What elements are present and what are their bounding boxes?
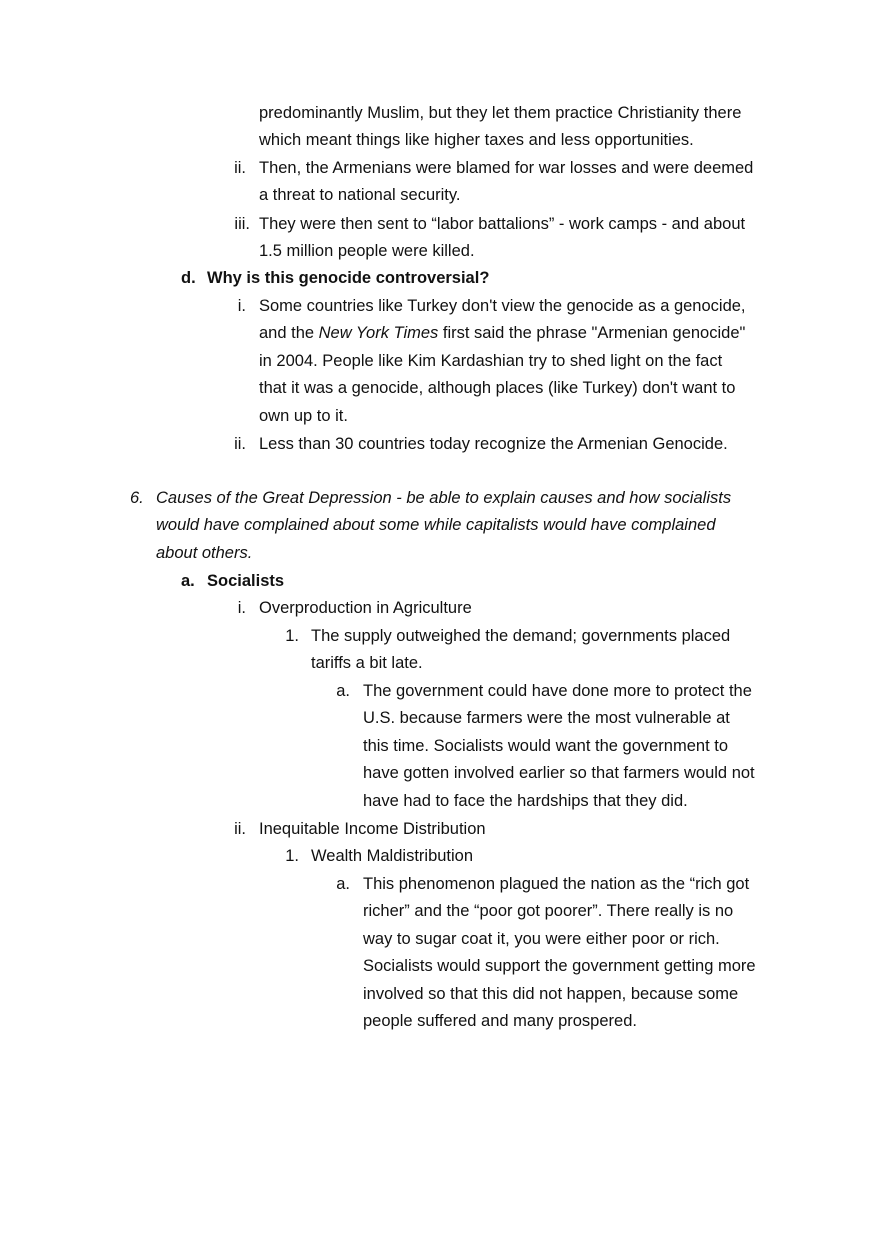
text-line: have gotten involved earlier so that farmers would not xyxy=(363,764,755,783)
list-marker: ii. xyxy=(234,435,246,453)
text-line: tariffs a bit late. xyxy=(311,654,423,673)
list-item xyxy=(363,678,755,815)
subsection-title: Overproduction in Agriculture xyxy=(259,599,472,617)
list-item xyxy=(259,431,728,458)
text-line: This phenomenon plagued the nation as the “rich got xyxy=(363,875,750,893)
text-run: and the xyxy=(259,324,319,343)
section-d-heading: Why is this genocide controversial? xyxy=(207,269,490,287)
question-prompt xyxy=(156,485,731,567)
text-line: predominantly Muslim, but they let them practice Christianity there xyxy=(259,104,742,122)
continuation-paragraph xyxy=(259,100,741,155)
text-line: which meant things like higher taxes and less opportunities. xyxy=(259,131,694,150)
list-marker: i. xyxy=(237,297,246,315)
text-line: own up to it. xyxy=(259,406,348,425)
text-line: in 2004. People like Kim Kardashian try to shed light on the fact xyxy=(259,351,723,370)
text-line: involved so that this did not happen, because some xyxy=(363,984,739,1003)
text-line: people suffered and many prospered. xyxy=(363,1012,637,1031)
list-marker: iii. xyxy=(234,215,250,233)
list-marker: 1. xyxy=(285,627,299,645)
text-line: Then, the Armenians were blamed for war losses and were deemed xyxy=(259,159,754,177)
text-line: The supply outweighed the demand; governments placed xyxy=(311,627,731,645)
list-item xyxy=(363,871,756,1035)
text-line: this time. Socialists would want the government to xyxy=(363,736,729,755)
list-marker: a. xyxy=(336,682,350,700)
section-d-marker: d. xyxy=(181,269,196,287)
text-line: They were then sent to “labor battalions” - work camps - and about xyxy=(259,215,746,233)
list-marker: ii. xyxy=(234,159,246,177)
newspaper-title: New York Times xyxy=(318,324,439,343)
text-line: U.S. because farmers were the most vulnerable at xyxy=(363,709,730,728)
text-line: Wealth Maldistribution xyxy=(311,847,474,865)
text-line: that it was a genocide, although places (like Turkey) don't want to xyxy=(259,379,736,398)
subsection-title: Inequitable Income Distribution xyxy=(259,820,486,838)
section-a-marker: a. xyxy=(181,572,195,590)
text-line: richer” and the “poor got poorer”. There really is no xyxy=(363,902,734,921)
list-marker: ii. xyxy=(234,820,246,838)
section-a-heading: Socialists xyxy=(207,572,285,590)
text-line: Less than 30 countries today recognize the Armenian Genocide. xyxy=(259,435,728,453)
list-item xyxy=(311,843,473,870)
list-item xyxy=(259,211,745,266)
text-line xyxy=(259,320,746,347)
text-line: a threat to national security. xyxy=(259,186,461,205)
text-line: Causes of the Great Depression - be able to explain causes and how socialists xyxy=(156,489,732,507)
list-marker: 1. xyxy=(285,847,299,865)
text-line: have had to face the hardships that they did. xyxy=(363,791,688,810)
list-marker: a. xyxy=(336,875,350,893)
list-item xyxy=(259,293,746,430)
text-run: first said the phrase "Armenian genocide" xyxy=(438,324,746,343)
text-line: 1.5 million people were killed. xyxy=(259,242,475,261)
list-item xyxy=(311,623,730,678)
list-marker: i. xyxy=(237,599,246,617)
text-line: would have complained about some while capitalists would have complained xyxy=(156,516,716,535)
text-line: Socialists would support the government getting more xyxy=(363,957,756,976)
text-line: about others. xyxy=(156,543,253,562)
list-item xyxy=(259,155,753,210)
text-line: Some countries like Turkey don't view the genocide as a genocide, xyxy=(259,297,746,315)
text-line: way to sugar coat it, you were either poor or rich. xyxy=(363,929,720,948)
text-line: The government could have done more to protect the xyxy=(363,682,752,700)
question-number: 6. xyxy=(130,489,144,507)
